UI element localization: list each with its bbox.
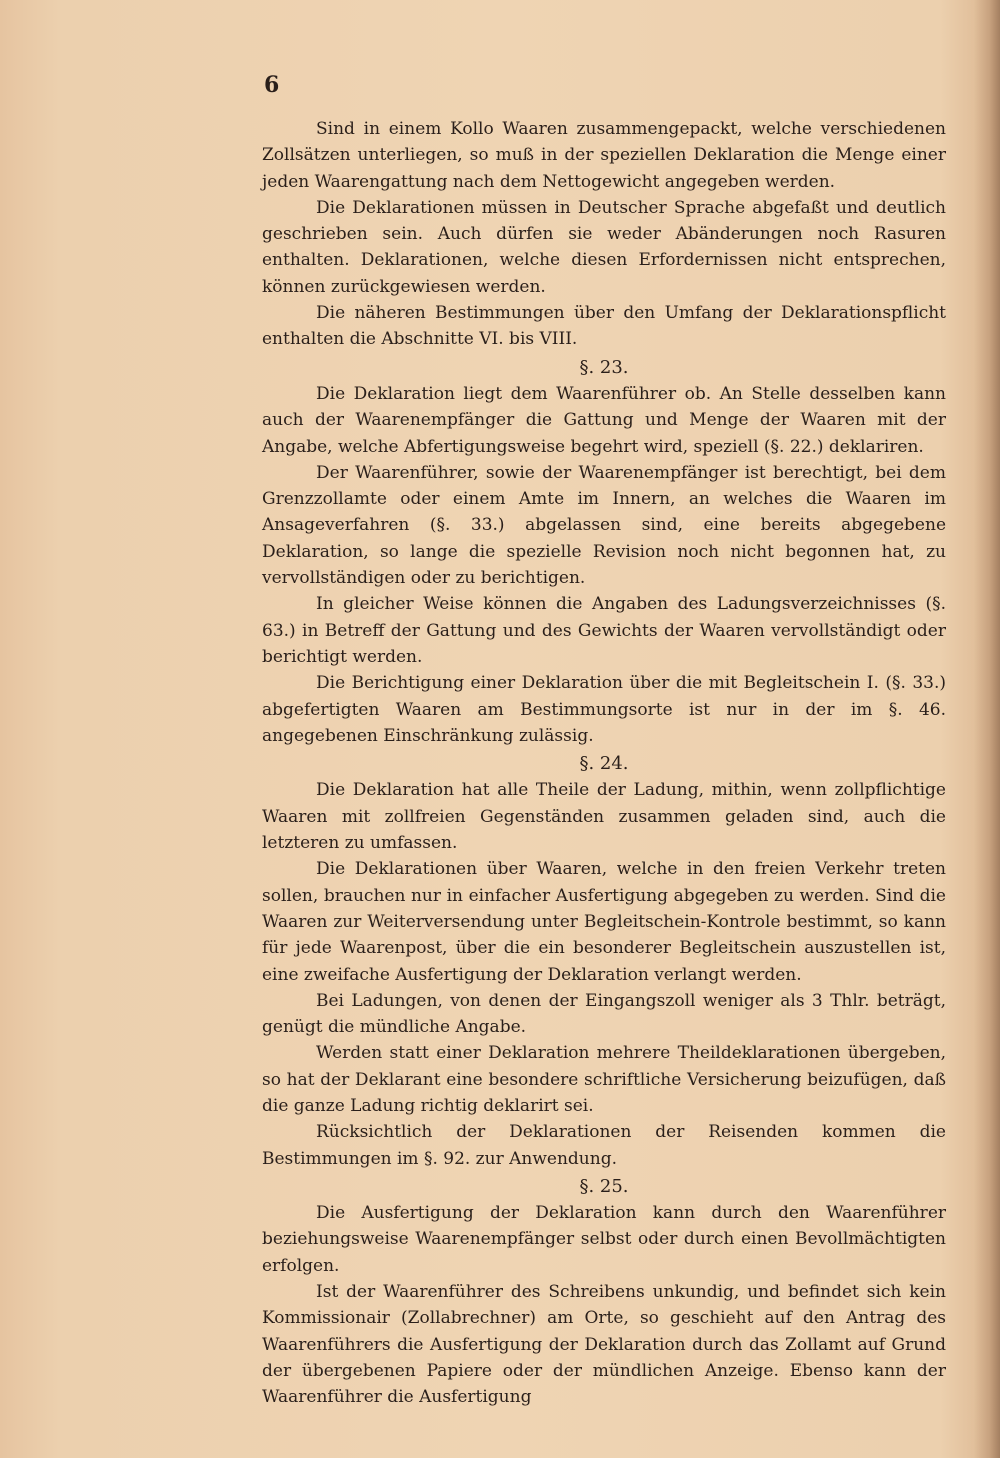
paragraph: Der Waarenführer, sowie der Waarenempfänger ist berechtigt, bei dem Grenzzollamte oder einem Amte im Innern, an welches die Waaren im Ansageverfahren (§. 33.) abgelassen sind, eine bereits abgegebene Deklaration, so lange die spezielle Revision noch nicht begonnen hat, zu vervollständigen oder zu berichtigen. <box>262 462 946 589</box>
section-heading-24: §. 24. <box>579 753 629 775</box>
paragraph: Die näheren Bestimmungen über den Umfang der Deklarationspflicht enthalten die Abschnitte VI. bis VIII. <box>262 303 946 350</box>
paragraph: Die Ausfertigung der Deklaration kann durch den Waarenführer beziehungsweise Waarenempfänger selbst oder durch einen Bevollmächtigten erfolgen. <box>262 1203 946 1276</box>
paragraph: Die Deklarationen über Waaren, welche in den freien Verkehr treten sollen, brauchen nur in einfacher Ausfertigung abgegeben zu werden. Sind die Waaren zur Weiterversendung unter Begleitschein-Kontrole bestimmt, so kann für jede Waarenpost, über die ein besonderer Begleitschein auszustellen ist, eine zweifache Ausfertigung der Deklaration verlangt werden. <box>262 859 946 985</box>
body-text <box>262 116 946 1411</box>
paragraph: Werden statt einer Deklaration mehrere Theildeklarationen übergeben, so hat der Deklarant eine besondere schriftliche Versicherung beizufügen, daß die ganze Ladung richtig deklarirt sei. <box>262 1043 946 1116</box>
paragraph: Sind in einem Kollo Waaren zusammengepackt, welche verschiedenen Zollsätzen unterliegen, so muß in der speziellen Deklaration die Menge einer jeden Waarengattung nach dem Nettogewicht angegeben werden. <box>262 119 946 192</box>
paragraph: Die Deklaration liegt dem Waarenführer ob. An Stelle desselben kann auch der Waarenempfänger die Gattung und Menge der Waaren mit der Angabe, welche Abfertigungsweise begehrt wird, speziell (§. 22.) deklariren. <box>262 383 946 457</box>
paragraph: Die Berichtigung einer Deklaration über die mit Begleitschein I. (§. 33.) abgefertigten Waaren am Bestimmungsorte ist nur in der im §. 46. angegebenen Einschränkung zulässig. <box>262 673 946 746</box>
page-number: 6 <box>264 72 280 98</box>
page-edge-shadow <box>974 0 1000 1458</box>
paragraph: Die Deklaration hat alle Theile der Ladung, mithin, wenn zollpflichtige Waaren mit zollfreien Gegenständen zusammen geladen sind, auch die letzteren zu umfassen. <box>262 780 946 854</box>
paragraph: Die Deklarationen müssen in Deutscher Sprache abgefaßt und deutlich geschrieben sein. Auch dürfen sie weder Abänderungen noch Rasuren enthalten. Deklarationen, welche diesen Erfordernissen nicht entsprechen, können zurückgewiesen werden. <box>262 197 946 297</box>
paragraph: Ist der Waarenführer des Schreibens unkundig, und befindet sich kein Kommissionair (Zollabrechner) am Orte, so geschieht auf den Antrag des Waarenführers die Ausfertigung der Deklaration durch das Zollamt auf Grund der übergebenen Papiere oder der mündlichen Anzeige. Ebenso kann der Waarenführer die Ausfertigung <box>262 1282 946 1408</box>
paragraph: In gleicher Weise können die Angaben des Ladungsverzeichnisses (§. 63.) in Betreff der Gattung und des Gewichts der Waaren vervollständigt oder berichtigt werden. <box>262 594 946 667</box>
paragraph: Bei Ladungen, von denen der Eingangszoll weniger als 3 Thlr. beträgt, genügt die mündliche Angabe. <box>262 990 946 1038</box>
section-heading-23: §. 23. <box>579 356 629 378</box>
paragraph: Rücksichtlich der Deklarationen der Reisenden kommen die Bestimmungen im §. 92. zur Anwendung. <box>262 1122 946 1169</box>
section-heading-25: §. 25. <box>579 1175 629 1197</box>
